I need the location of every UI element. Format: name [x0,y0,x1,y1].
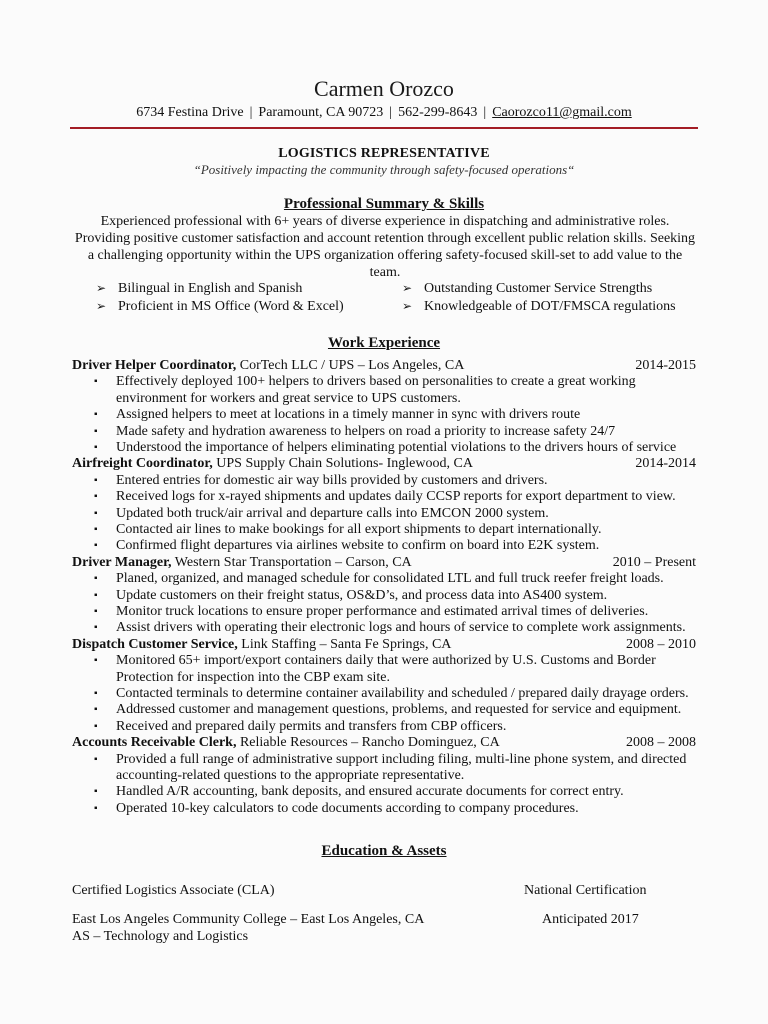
list-item: ▪ Entered entries for domestic air way bills provided by customers and drivers. [94,472,548,488]
job-dates: 2014-2014 [635,456,696,472]
list-item: ▪ Planed, organized, and managed schedule for consolidated LTL and full truck reefer freight loads. [94,571,664,587]
list-item: ▪ Understood the importance of helpers eliminating potential violations to the drivers hours of service [94,440,677,456]
job-role: Dispatch Customer Service, [72,636,238,652]
education-heading: Education & Assets [321,843,447,859]
list-item: ▪ Updated both truck/air arrival and departure calls into EMCON 2000 system. [94,505,549,521]
address: 6734 Festina Drive [136,105,244,120]
square-bullet-icon: ▪ [94,425,98,437]
separator: | [249,105,253,120]
job-role: Accounts Receivable Clerk, [72,735,237,751]
square-bullet-icon: ▪ [94,540,98,552]
job-role: Airfreight Coordinator, [72,456,213,472]
job-title: LOGISTICS REPRESENTATIVE [278,146,490,161]
job-bullets [72,653,696,735]
skill-item: ➢ Bilingual in English and Spanish [96,281,303,296]
job-company: Reliable Resources – Rancho Dominguez, CA [236,735,500,751]
list-item: ▪ Monitored 65+ import/export containers daily that were authorized by U.S. Customs and Border [94,653,656,669]
summary-text: Experienced professional with 6+ years of diverse experience in dispatching and administrative roles. Providing positive customer satisfaction and account retention through excellent public relation skills. Seeking a challenging opportunity within the UPS organization offering safety-focused skill-set to add value to the team. [74,214,696,280]
square-bullet-icon: ▪ [94,442,98,454]
arrow-bullet-icon: ➢ [402,299,413,313]
square-bullet-icon: ▪ [94,376,98,388]
job-header [72,358,696,374]
school-row [72,911,696,928]
square-bullet-icon: ▪ [94,474,98,486]
job-dates: 2008 – 2010 [626,636,696,652]
job-company: Western Star Transportation – Carson, CA [171,554,412,570]
job-dates: 2014-2015 [635,358,696,373]
city: Paramount, CA 90723 [258,105,384,120]
email-link[interactable]: Caorozco11@gmail.com [492,105,632,120]
list-item: ▪ Assist drivers with operating their electronic logs and hours of service to complete work assignments. [94,620,686,636]
square-bullet-icon: ▪ [94,622,98,634]
separator: | [389,105,393,120]
skill-item: ➢ Proficient in MS Office (Word & Excel) [96,299,344,314]
square-bullet-icon: ▪ [94,786,98,798]
square-bullet-icon: ▪ [94,507,98,519]
list-item: ▪ Handled A/R accounting, bank deposits, and ensured accurate documents for correct entry. [94,784,624,800]
job-role: Driver Helper Coordinator, [72,358,237,373]
skill-item: ➢ Outstanding Customer Service Strengths [402,281,653,296]
square-bullet-icon: ▪ [94,655,98,667]
list-item: ▪ Contacted terminals to determine container availability and scheduled / prepared daily drayage orders. [94,686,689,702]
list-item: ▪ Effectively deployed 100+ helpers to drivers based on personalities to create a great working [94,374,636,390]
job-header [72,735,696,751]
list-item: ▪ Monitor truck locations to ensure proper performance and estimated arrival times of deliveries. [94,604,649,620]
school-status: Anticipated 2017 [542,912,639,927]
job-header [72,555,696,571]
contact-line [0,104,768,122]
square-bullet-icon: ▪ [94,491,98,503]
arrow-bullet-icon: ➢ [96,281,107,295]
list-item-continuation: Protection for inspection into the CBP exam site. [116,669,390,685]
skill-item: ➢ Knowledgeable of DOT/FMSCA regulations [402,299,676,314]
square-bullet-icon: ▪ [94,573,98,585]
phone: 562-299-8643 [398,105,478,120]
list-item: ▪ Operated 10-key calculators to code documents according to company procedures. [94,800,579,816]
square-bullet-icon: ▪ [94,524,98,536]
job-company: Link Staffing – Santa Fe Springs, CA [237,636,452,652]
work-experience [72,358,696,817]
job-header [72,456,696,472]
list-item: ▪ Addressed customer and management questions, problems, and requested for service and equipment. [94,702,682,718]
degree-row [72,928,696,945]
job-bullets [72,571,696,637]
arrow-bullet-icon: ➢ [96,299,107,313]
square-bullet-icon: ▪ [94,409,98,421]
square-bullet-icon: ▪ [94,720,98,732]
list-item: ▪ Received logs for x-rayed shipments and updates daily CCSP reports for export department to view. [94,489,676,505]
work-heading: Work Experience [327,335,441,351]
list-item: ▪ Update customers on their freight status, OS&D’s, and process data into AS400 system. [94,587,608,603]
candidate-name: Carmen Orozco [314,76,454,101]
school-name: East Los Angeles Community College – East Los Angeles, CA [72,912,425,927]
list-item-continuation: accounting-related questions to the appropriate representative. [116,768,465,784]
separator: | [483,105,487,120]
job-bullets [72,473,696,555]
job-company: UPS Supply Chain Solutions- Inglewood, CA [212,456,473,472]
list-item: ▪ Received and prepared daily permits and transfers from CBP officers. [94,718,507,734]
square-bullet-icon: ▪ [94,606,98,618]
job-role: Driver Manager, [72,554,172,570]
square-bullet-icon: ▪ [94,688,98,700]
certification-name: Certified Logistics Associate (CLA) [72,883,275,898]
job-bullets [72,752,696,818]
arrow-bullet-icon: ➢ [402,281,413,295]
list-item: ▪ Contacted air lines to make bookings for all export shipments to depart internationally. [94,522,602,538]
certification-row [72,882,696,899]
job-bullets [72,374,696,456]
list-item: ▪ Made safety and hydration awareness to helpers on road a priority to increase safety 24/7 [94,423,616,439]
header-divider [70,127,698,129]
square-bullet-icon: ▪ [94,753,98,765]
summary-heading: Professional Summary & Skills [283,196,485,212]
list-item: ▪ Confirmed flight departures via airlines website to confirm on board into E2K system. [94,538,600,554]
tagline: “Positively impacting the community through safety-focused operations“ [193,162,575,177]
certification-type: National Certification [524,883,647,898]
list-item: ▪ Assigned helpers to meet at locations in a timely manner in sync with drivers route [94,407,581,423]
square-bullet-icon: ▪ [94,704,98,716]
skills-list [96,280,696,316]
job-company: CorTech LLC / UPS – Los Angeles, CA [236,358,465,373]
degree-name: AS – Technology and Logistics [72,929,249,944]
job-dates: 2008 – 2008 [626,735,696,751]
list-item: ▪ Provided a full range of administrative support including filing, multi-line phone system, and directed [94,751,687,767]
square-bullet-icon: ▪ [94,802,98,814]
square-bullet-icon: ▪ [94,589,98,601]
list-item-continuation: environment for workers and great service to UPS customers. [116,390,461,406]
job-dates: 2010 – Present [612,554,696,570]
job-header [72,637,696,653]
